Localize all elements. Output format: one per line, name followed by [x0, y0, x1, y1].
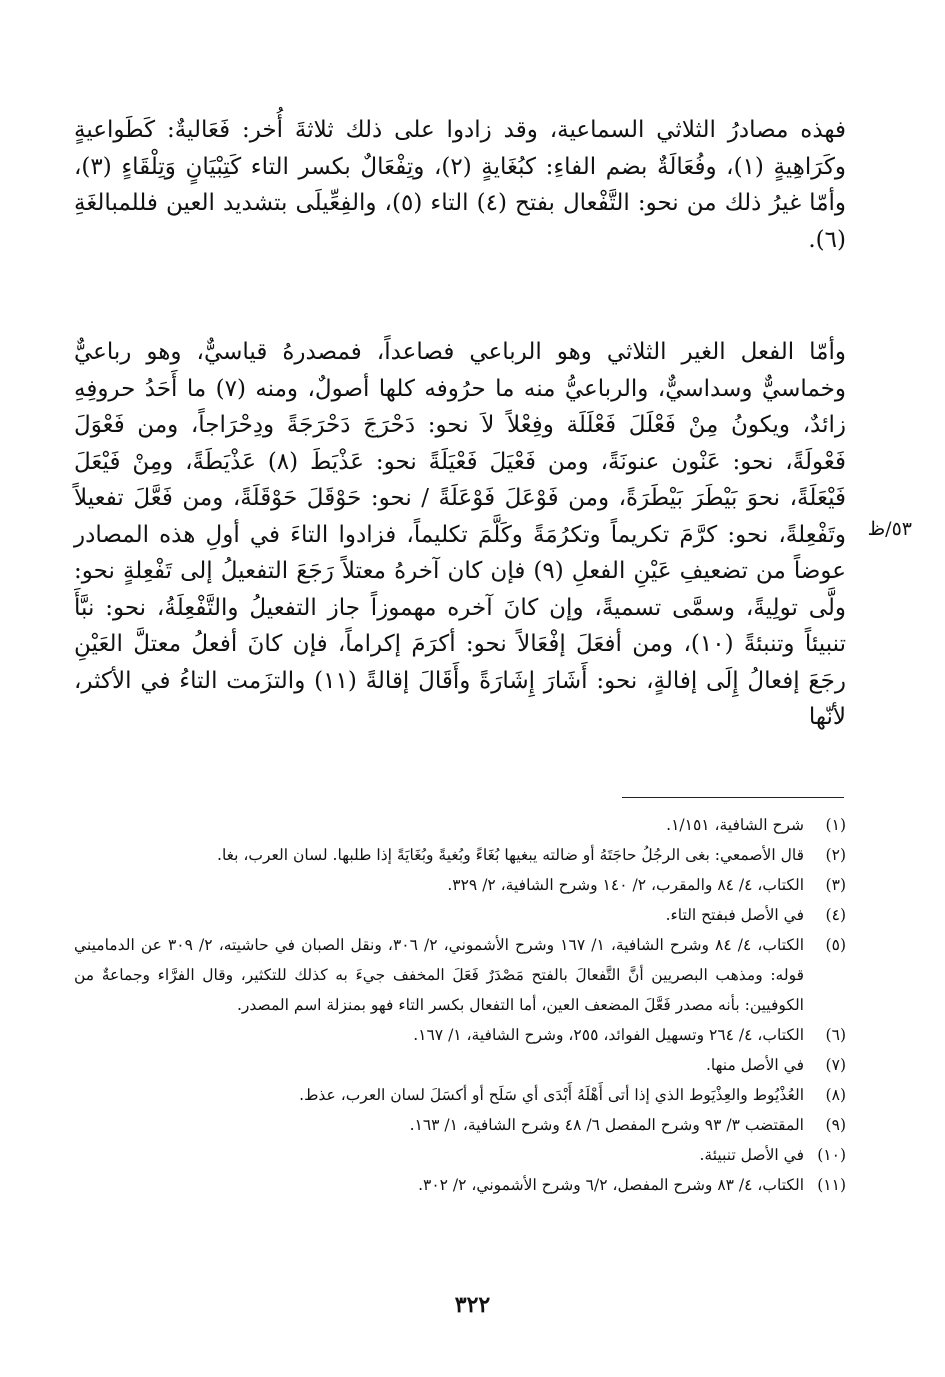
- main-text-block-1: [74, 112, 846, 258]
- footnote-text: الكتاب، ٤/ ٨٤ وشرح الشافية، ١/ ١٦٧ وشرح الأشموني، ٢/ ٣٠٦، ونقل الصبان في حاشيته، ٢/ ٣٠٩ عن الدماميني قوله: ومذهب البصريين أنَّ التَّفعالَ بالفتح مَصْدَرٌ فَعَلَ المخفف جيءَ به كذلك للتكثير، وقال الفرَّاء وجماعةٌ من الكوفيين: بأنه مصدر فَعَّلَ المضعف العين، أما التفعال بكسر التاء فهو بمنزلة اسم المصدر.: [74, 936, 805, 1014]
- footnote-item: [74, 870, 846, 900]
- footnote-number: (٦): [825, 1026, 846, 1044]
- page-number: ٣٢٢: [454, 1292, 491, 1318]
- footnote-text: المقتضب ٣/ ٩٣ وشرح المفصل ٦/ ٤٨ وشرح الشافية، ١/ ١٦٣.: [409, 1116, 804, 1134]
- footnote-item: [74, 1080, 846, 1110]
- footnote-item: [74, 1050, 846, 1080]
- footnote-item: [74, 900, 846, 930]
- footnote-item: [74, 1110, 846, 1140]
- footnote-text: الكتاب، ٤/ ٢٦٤ وتسهيل الفوائد، ٢٥٥، وشرح الشافية، ١/ ١٦٧.: [413, 1026, 804, 1044]
- footnote-number: (١): [825, 816, 846, 834]
- paragraph-1: فهذه مصادرُ الثلاثي السماعية، وقد زادوا على ذلك ثلاثةَ أُخر: فَعَاليةٌ: كَطَواعيةٍ وكَرَاهِيةٍ (١)، وفُعَالَةٌ بضم الفاءِ: كبُغَايةٍ (٢)، وتِفْعَالٌ بكسر التاء كَتِبْيَانٍ وَتِلْقَاءٍ (٣)، وأمّا غيرُ ذلك من نحو: التَّفْعال بفتح (٤) التاء (٥)، والفِعِّيلَى بتشديد العين فللمبالغَةِ (٦).: [74, 117, 847, 253]
- manuscript-folio-marker: ٥٣/ظ: [867, 518, 912, 540]
- footnote-item: [74, 810, 846, 840]
- footnote-text: في الأصل تنبيئة.: [699, 1146, 804, 1164]
- footnote-text: الكتاب، ٤/ ٨٤ والمقرب، ٢/ ١٤٠ وشرح الشافية، ٢/ ٣٢٩.: [447, 876, 804, 894]
- footnote-number: (٤): [825, 906, 846, 924]
- footnote-item: [74, 840, 846, 870]
- footnote-number: (٥): [825, 936, 846, 954]
- footnote-item: [74, 1020, 846, 1050]
- footnote-number: (٣): [825, 876, 846, 894]
- footnotes-list: [74, 810, 846, 1200]
- footnote-text: قال الأصمعي: بغى الرجُلُ حاجَتَهُ أو ضالته يبغيها بُغَاءً وبُغيةً وبُغَايَةً إذا طلبها. لسان العرب، بغا.: [217, 846, 804, 864]
- footnote-separator: [622, 797, 844, 798]
- footnote-text: شرح الشافية، ١/١٥١.: [666, 816, 804, 834]
- footnote-text: في الأصل فبفتح التاء.: [665, 906, 804, 924]
- footnote-text: العُذْيُوط والعِذْيَوط الذي إذا أتى أَهْلَهُ أَبْدَى أي سَلَح أو أكسَلَ لسان العرب، عذط.: [299, 1086, 804, 1104]
- footnote-text: الكتاب، ٤/ ٨٣ وشرح المفصل، ٦/٢ وشرح الأشموني، ٢/ ٣٠٢.: [418, 1176, 804, 1194]
- footnote-number: (٢): [825, 846, 846, 864]
- footnote-item: [74, 930, 846, 1020]
- footnote-number: (٧): [825, 1056, 846, 1074]
- paragraph-2: وأمّا الفعل الغير الثلاثي وهو الرباعي فصاعداً، فمصدرهُ قياسيٌّ، وهو رباعيٌّ وخماسيٌّ وسداسيٌّ، والرباعيُّ منه ما حرُوفه كلها أصولٌ، ومنه (٧) ما أَحَدُ حروفِهِ زائدٌ، ويكونُ مِنْ فَعْلَلَ فَعْلَلَة وفِعْلاً لاَ نحو: دَحْرَجَ دَحْرَجَةً ودِحْرَاجاً، ومن فَعْوَلَ فَعْولَةً، نحو: عَنْون عنونَةً، ومن فَعْيَلَ فَعْيَلَةً نحو: عَذْيَطَ (٨) عَذْيَطَةً، ومِنْ فَيْعَلَ فَيْعَلَةً، نحوَ بَيْطَرَ بَيْطَرَةً، ومن فَوْعَلَ فَوْعَلَةً / نحو: حَوْقَلَ حَوْقَلَةً، ومن فَعَّلَ تفعيلاً وتَفْعِلةً، نحو: كرَّمَ تكريماً وتكرُمَةً وكَلَّمَ تكليماً، فزادوا التاءَ في أولِ هذه المصادر عوضاً من تضعيفِ عَيْنِ الفعلِ (٩) فإن كان آخرهُ معتلاً رَجَعَ التفعيلُ إلى تَفْعِلةٍ نحو: ولَّى تولِيةً، وسمَّى تسميةً، وإن كانَ آخره مهموزاً جاز التفعيلُ والتَّفْعِلَةُ، نحو: نبَّأَ تنبيئاً وتنبئةً (١٠)، ومن أفعَلَ إفْعَالاً نحو: أكرَمَ إكراماً، فإن كانَ أفعلُ معتلَّ العَيْنِ رجَعَ إفعالُ إِلَى إفالةٍ، نحو: أَشَارَ إِشَارَةً وأَقَالَ إقالةً (١١) والتزَمت التاءُ في الأكثر، لأنّها: [74, 339, 846, 730]
- footnote-number: (٩): [825, 1116, 846, 1134]
- footnote-number: (٨): [825, 1086, 846, 1104]
- main-text-block-2: [74, 334, 846, 736]
- footnote-number: (١١): [817, 1176, 846, 1194]
- footnote-number: (١٠): [817, 1146, 846, 1164]
- footnote-item: [74, 1170, 846, 1200]
- footnote-text: في الأصل منها.: [705, 1056, 804, 1074]
- footnote-item: [74, 1140, 846, 1170]
